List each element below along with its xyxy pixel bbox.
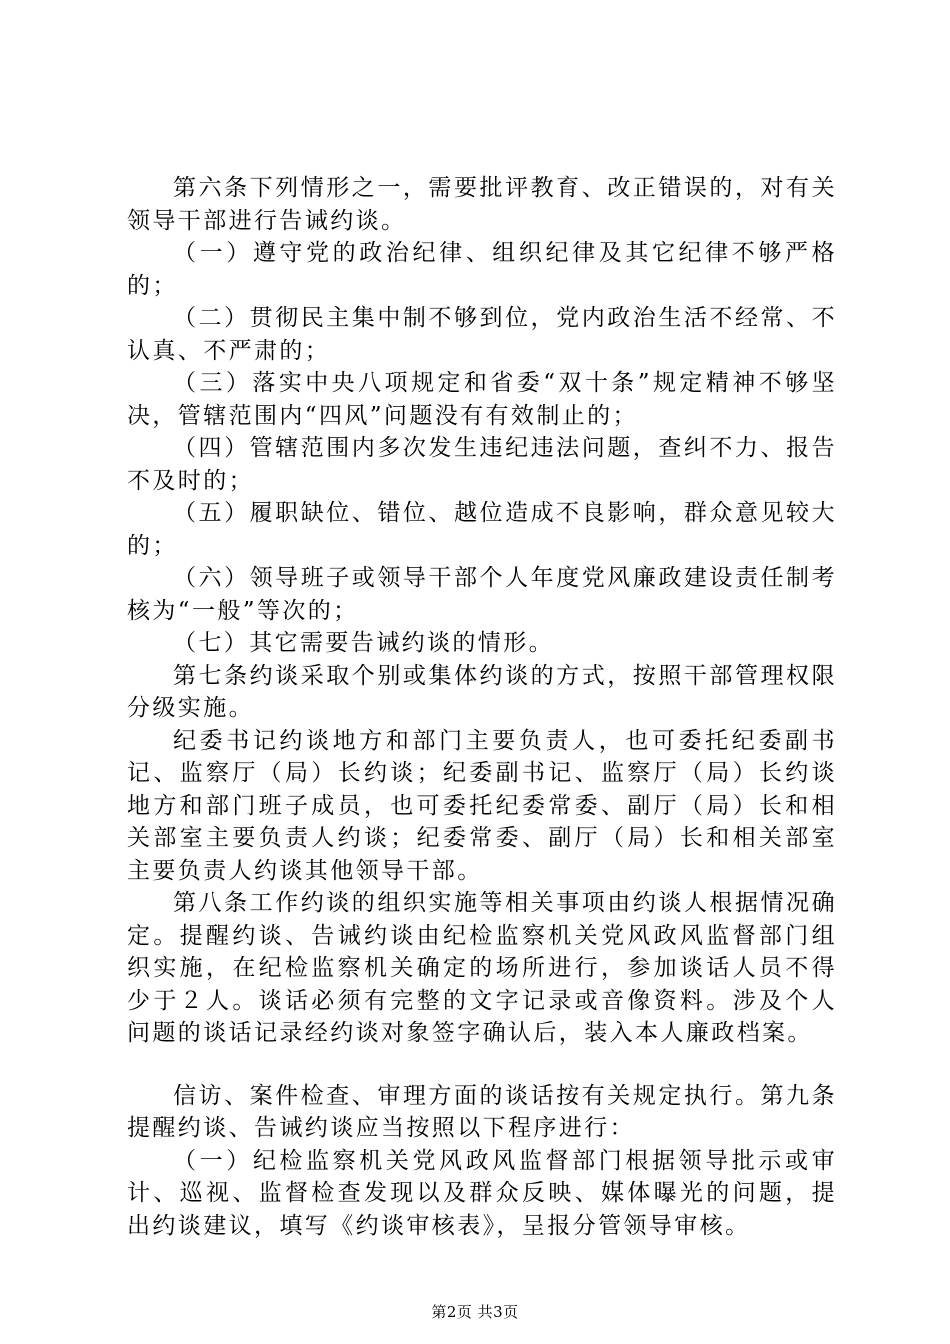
paragraph-item-3: （三）落实中央八项规定和省委“双十条”规定精神不够坚决，管辖范围内“四风”问题没有有效制止的；	[127, 370, 837, 429]
paragraph-item-5: （五）履职缺位、错位、越位造成不良影响，群众意见较大的；	[127, 500, 837, 559]
document-body	[127, 172, 837, 1242]
paragraph-item-2: （二）贯彻民主集中制不够到位，党内政治生活不经常、不认真、不严肃的；	[127, 305, 837, 364]
paragraph-item-4: （四）管辖范围内多次发生违纪违法问题，查纠不力、报告不及时的；	[127, 435, 837, 494]
paragraph-item-1: （一）遵守党的政治纪律、组织纪律及其它纪律不够严格的；	[127, 240, 837, 299]
paragraph-article-6: 第六条下列情形之一，需要批评教育、改正错误的，对有关领导干部进行告诫约谈。	[127, 175, 837, 234]
page-footer: 第2页 共3页	[431, 1303, 519, 1321]
paragraph-article-9: 信访、案件检查、审理方面的谈话按有关规定执行。第九条提醒约谈、告诫约谈应当按照以下程序进行：	[127, 1082, 837, 1141]
paragraph-item-7: （七）其它需要告诫约谈的情形。	[173, 630, 554, 656]
paragraph-article-8: 第八条工作约谈的组织实施等相关事项由约谈人根据情况确定。提醒约谈、告诫约谈由纪检监察机关党风政风监督部门组织实施，在纪检监察机关确定的场所进行，参加谈话人员不得少于２人。谈话必须有完整的文字记录或音像资料。涉及个人问题的谈话记录经约谈对象签字确认后，装入本人廉政档案。	[127, 890, 837, 1046]
paragraph-procedure-1: （一）纪检监察机关党风政风监督部门根据领导批示或审计、巡视、监督检查发现以及群众反映、媒体曝光的问题，提出约谈建议，填写《约谈审核表》，呈报分管领导审核。	[127, 1147, 837, 1239]
paragraph-article-7: 第七条约谈采取个别或集体约谈的方式，按照干部管理权限分级实施。	[127, 662, 837, 721]
paragraph-gap	[127, 1050, 837, 1080]
paragraph-item-6: （六）领导班子或领导干部个人年度党风廉政建设责任制考核为“一般”等次的；	[127, 565, 837, 624]
paragraph-commission: 纪委书记约谈地方和部门主要负责人，也可委托纪委副书记、监察厅（局）长约谈；纪委副书记、监察厅（局）长约谈地方和部门班子成员，也可委托纪委常委、副厅（局）长和相关部室主要负责人约谈；纪委常委、副厅（局）长和相关部室主要负责人约谈其他领导干部。	[127, 727, 837, 884]
